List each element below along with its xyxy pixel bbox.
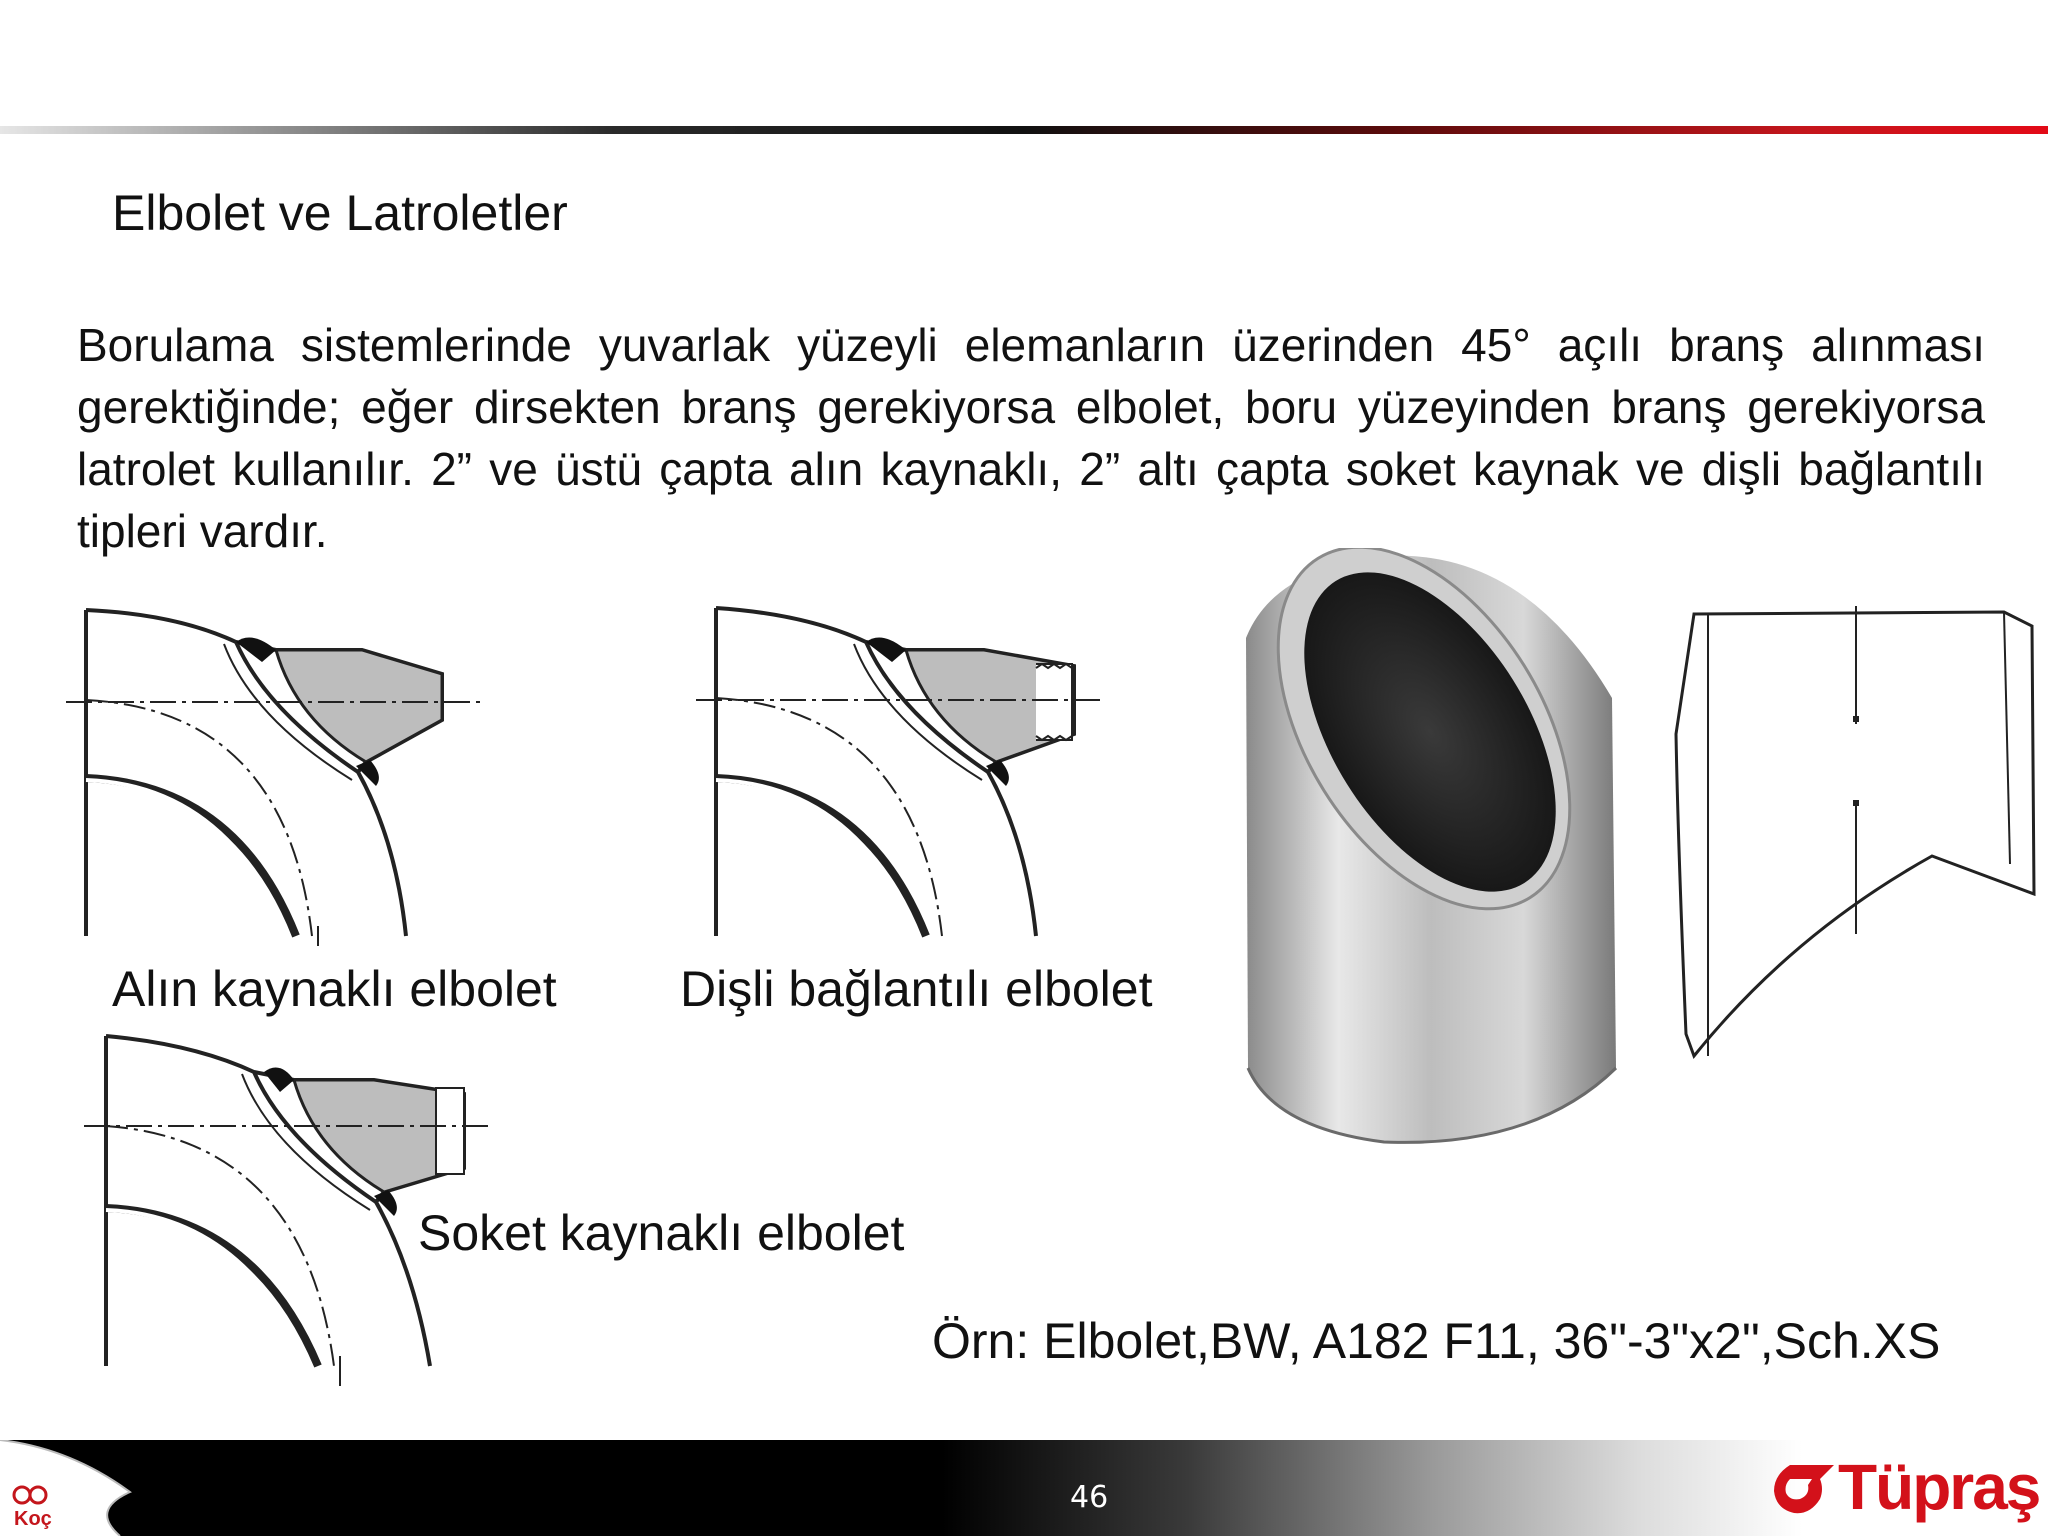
footer-bar (0, 1440, 2048, 1536)
tupras-mark-icon (1768, 1455, 1838, 1519)
header-divider (0, 126, 2048, 134)
caption-socket-weld-elbolet: Soket kaynaklı elbolet (418, 1205, 905, 1261)
caption-butt-weld-elbolet: Alın kaynaklı elbolet (112, 961, 557, 1017)
slide-title: Elbolet ve Latroletler (112, 185, 568, 241)
koc-logo-icon (12, 1484, 48, 1506)
caption-threaded-elbolet: Dişli bağlantılı elbolet (680, 961, 1153, 1017)
tupras-brand-text: Tüpraş (1838, 1451, 2040, 1523)
threaded-elbolet-drawing (696, 600, 1116, 950)
elbolet-photo (1234, 548, 1624, 1148)
koc-logo-text: Koç (14, 1508, 52, 1530)
tupras-logo (1768, 1452, 2039, 1522)
latrolet-outline-drawing (1672, 604, 2042, 1064)
body-paragraph: Borulama sistemlerinde yuvarlak yüzeyli elemanların üzerinden 45° açılı branş alınması gerektiğinde; eğer dirsekten branş gerekiyorsa elbolet, boru yüzeyinden branş gerekiyorsa latrolet kullanılır. 2” ve üstü çapta alın kaynaklı, 2” altı çapta soket kaynak ve dişli bağlantılı tipleri vardır. (77, 319, 1985, 557)
example-specification: Örn: Elbolet,BW, A182 F11, 36"-3"x2",Sch.XS (932, 1313, 1941, 1369)
page-number: 46 (1070, 1480, 1109, 1515)
butt-weld-elbolet-drawing (66, 600, 506, 950)
